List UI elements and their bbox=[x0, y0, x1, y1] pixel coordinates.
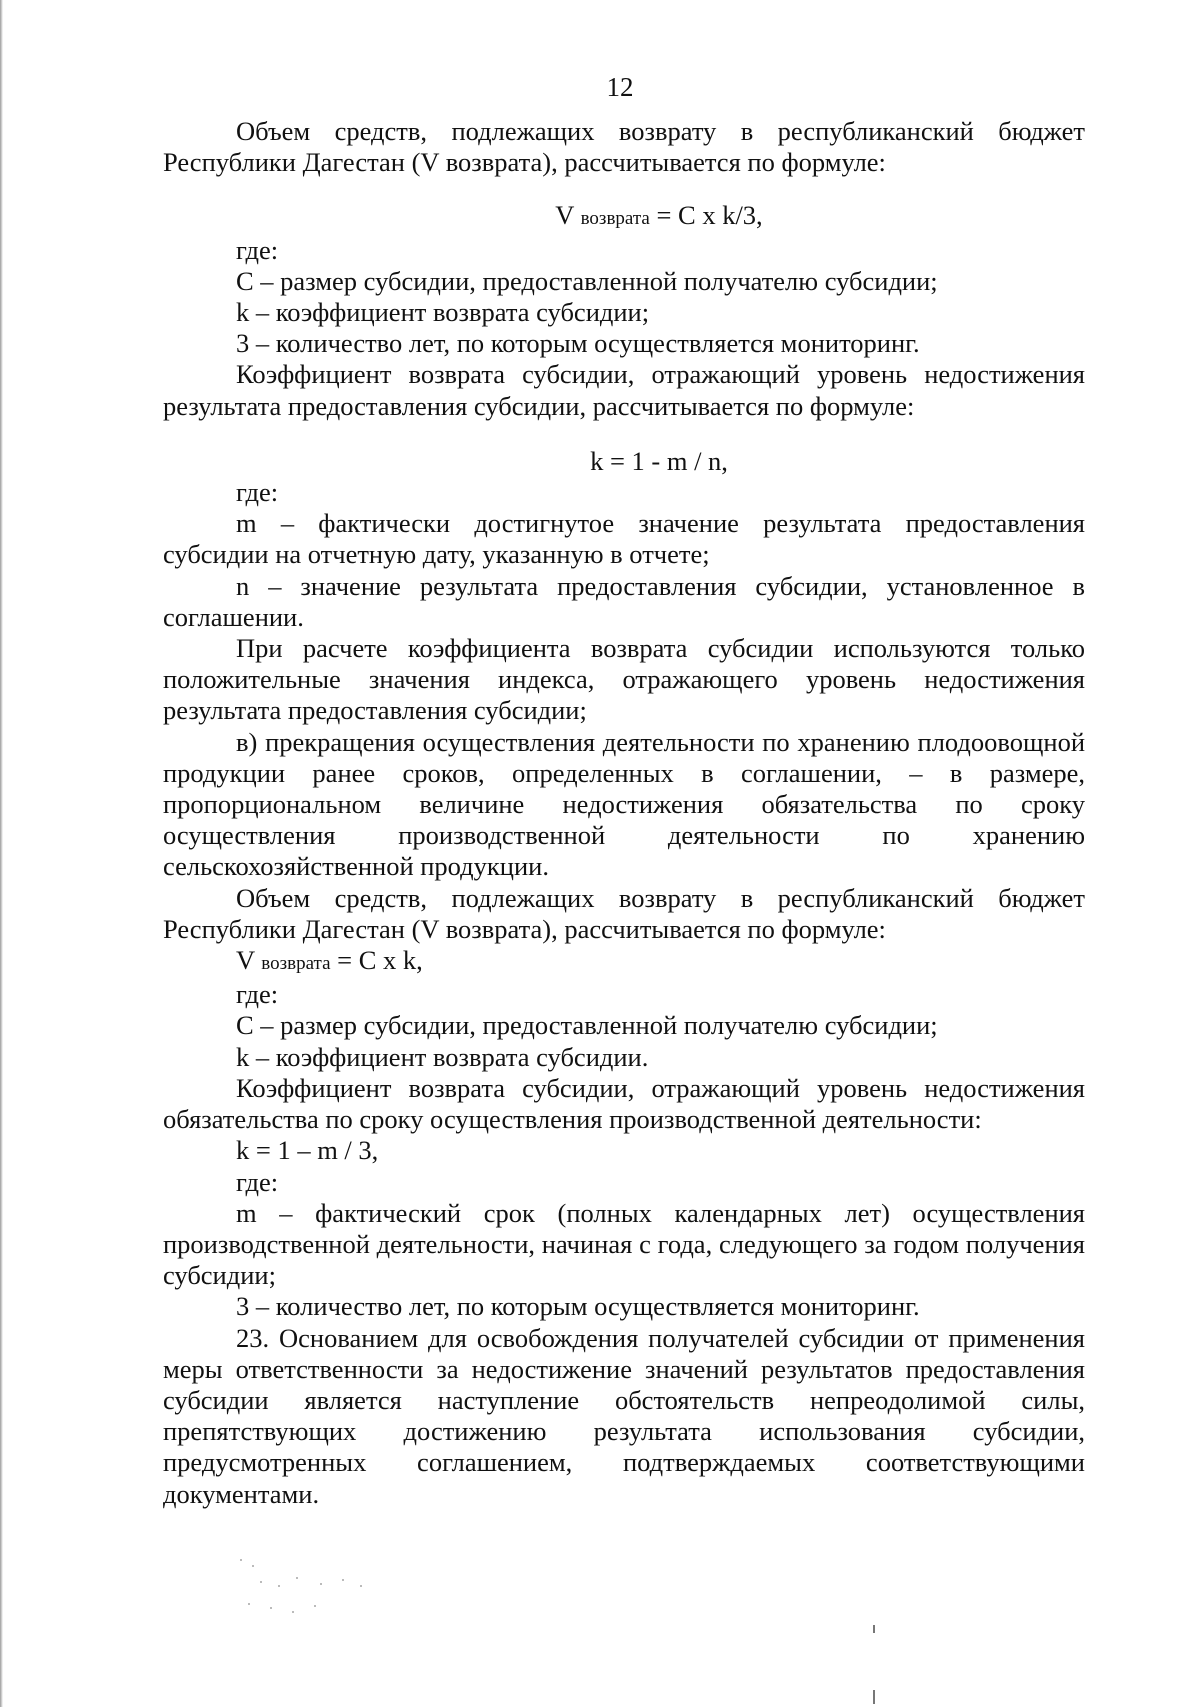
paragraph-positive-values: При расчете коэффициента возврата субсидии используются только положительные значения индекса, отражающего уровень недостижения результата предоставления субсидии; bbox=[163, 633, 1085, 726]
scan-mark bbox=[873, 1625, 875, 1633]
definition-c: C – размер субсидии, предоставленной получателю субсидии; bbox=[236, 1010, 938, 1041]
definition-3: 3 – количество лет, по которым осуществляется мониторинг. bbox=[236, 1291, 920, 1322]
where-label: где: bbox=[236, 477, 279, 508]
scan-noise bbox=[230, 1555, 400, 1625]
where-label: где: bbox=[236, 234, 279, 265]
paragraph-return-volume-intro: Объем средств, подлежащих возврату в республиканский бюджет Республики Дагестан (V возврата), рассчитывается по формуле: bbox=[163, 116, 1085, 178]
definition-m: m – фактически достигнутое значение результата предоставления субсидии на отчетную дату, указанную в отчете; bbox=[163, 508, 1085, 570]
formula-lhs: V bbox=[236, 945, 255, 976]
document-body bbox=[163, 116, 1085, 1510]
formula-coefficient-1: k = 1 - m / n, bbox=[590, 445, 728, 476]
formula-return-volume-1 bbox=[163, 200, 1085, 234]
scan-mark bbox=[873, 1690, 875, 1704]
paragraph-coefficient-intro: Коэффициент возврата субсидии, отражающий уровень недостижения результата предоставления субсидии, рассчитывается по формуле: bbox=[163, 359, 1085, 421]
definition-c: C – размер субсидии, предоставленной получателю субсидии; bbox=[236, 265, 938, 296]
formula-rhs: = C x k/3, bbox=[649, 200, 763, 231]
page-number: 12 bbox=[606, 72, 634, 102]
definition-k: k – коэффициент возврата субсидии. bbox=[236, 1041, 649, 1072]
paragraph-item-v: в) прекращения осуществления деятельности по хранению плодоовощной продукции ранее сроков, определенных в соглашении, – в размере, пропорциональном величине недостижения обязательства по сроку осуществления производственной деятельности по хранению сельскохозяйственной продукции. bbox=[163, 726, 1085, 882]
paragraph-23-force-majeure: 23. Основанием для освобождения получателей субсидии от применения меры ответственности за недостижение значений результатов предоставления субсидии является наступление обстоятельств непреодолимой силы, препятствующих достижению результата использования субсидии, предусмотренных соглашением, подтверждаемых соответствующими документами. bbox=[163, 1322, 1085, 1509]
definition-n: n – значение результата предоставления субсидии, установленное в соглашении. bbox=[163, 570, 1085, 632]
paragraph-return-volume-intro-2: Объем средств, подлежащих возврату в республиканский бюджет Республики Дагестан (V возврата), рассчитывается по формуле: bbox=[163, 882, 1085, 944]
scan-left-edge bbox=[0, 0, 3, 1707]
formula-return-volume-2 bbox=[163, 945, 1085, 979]
formula-subscript: возврата bbox=[261, 953, 331, 975]
formula-lhs: V bbox=[555, 200, 574, 231]
definition-k: k – коэффициент возврата субсидии; bbox=[236, 297, 650, 328]
definition-m-term: m – фактический срок (полных календарных лет) осуществления производственной деятельности, начиная с года, следующего за годом получения субсидии; bbox=[163, 1197, 1085, 1291]
formula-rhs: = C x k, bbox=[330, 945, 423, 976]
definition-3: 3 – количество лет, по которым осуществляется мониторинг. bbox=[236, 328, 920, 359]
where-label: где: bbox=[236, 979, 279, 1010]
where-label: где: bbox=[236, 1166, 279, 1197]
formula-coefficient-2: k = 1 – m / 3, bbox=[236, 1135, 379, 1166]
paragraph-coefficient-intro-2: Коэффициент возврата субсидии, отражающий уровень недостижения обязательства по сроку осуществления производственной деятельности: bbox=[163, 1072, 1085, 1135]
formula-subscript: возврата bbox=[580, 208, 650, 230]
